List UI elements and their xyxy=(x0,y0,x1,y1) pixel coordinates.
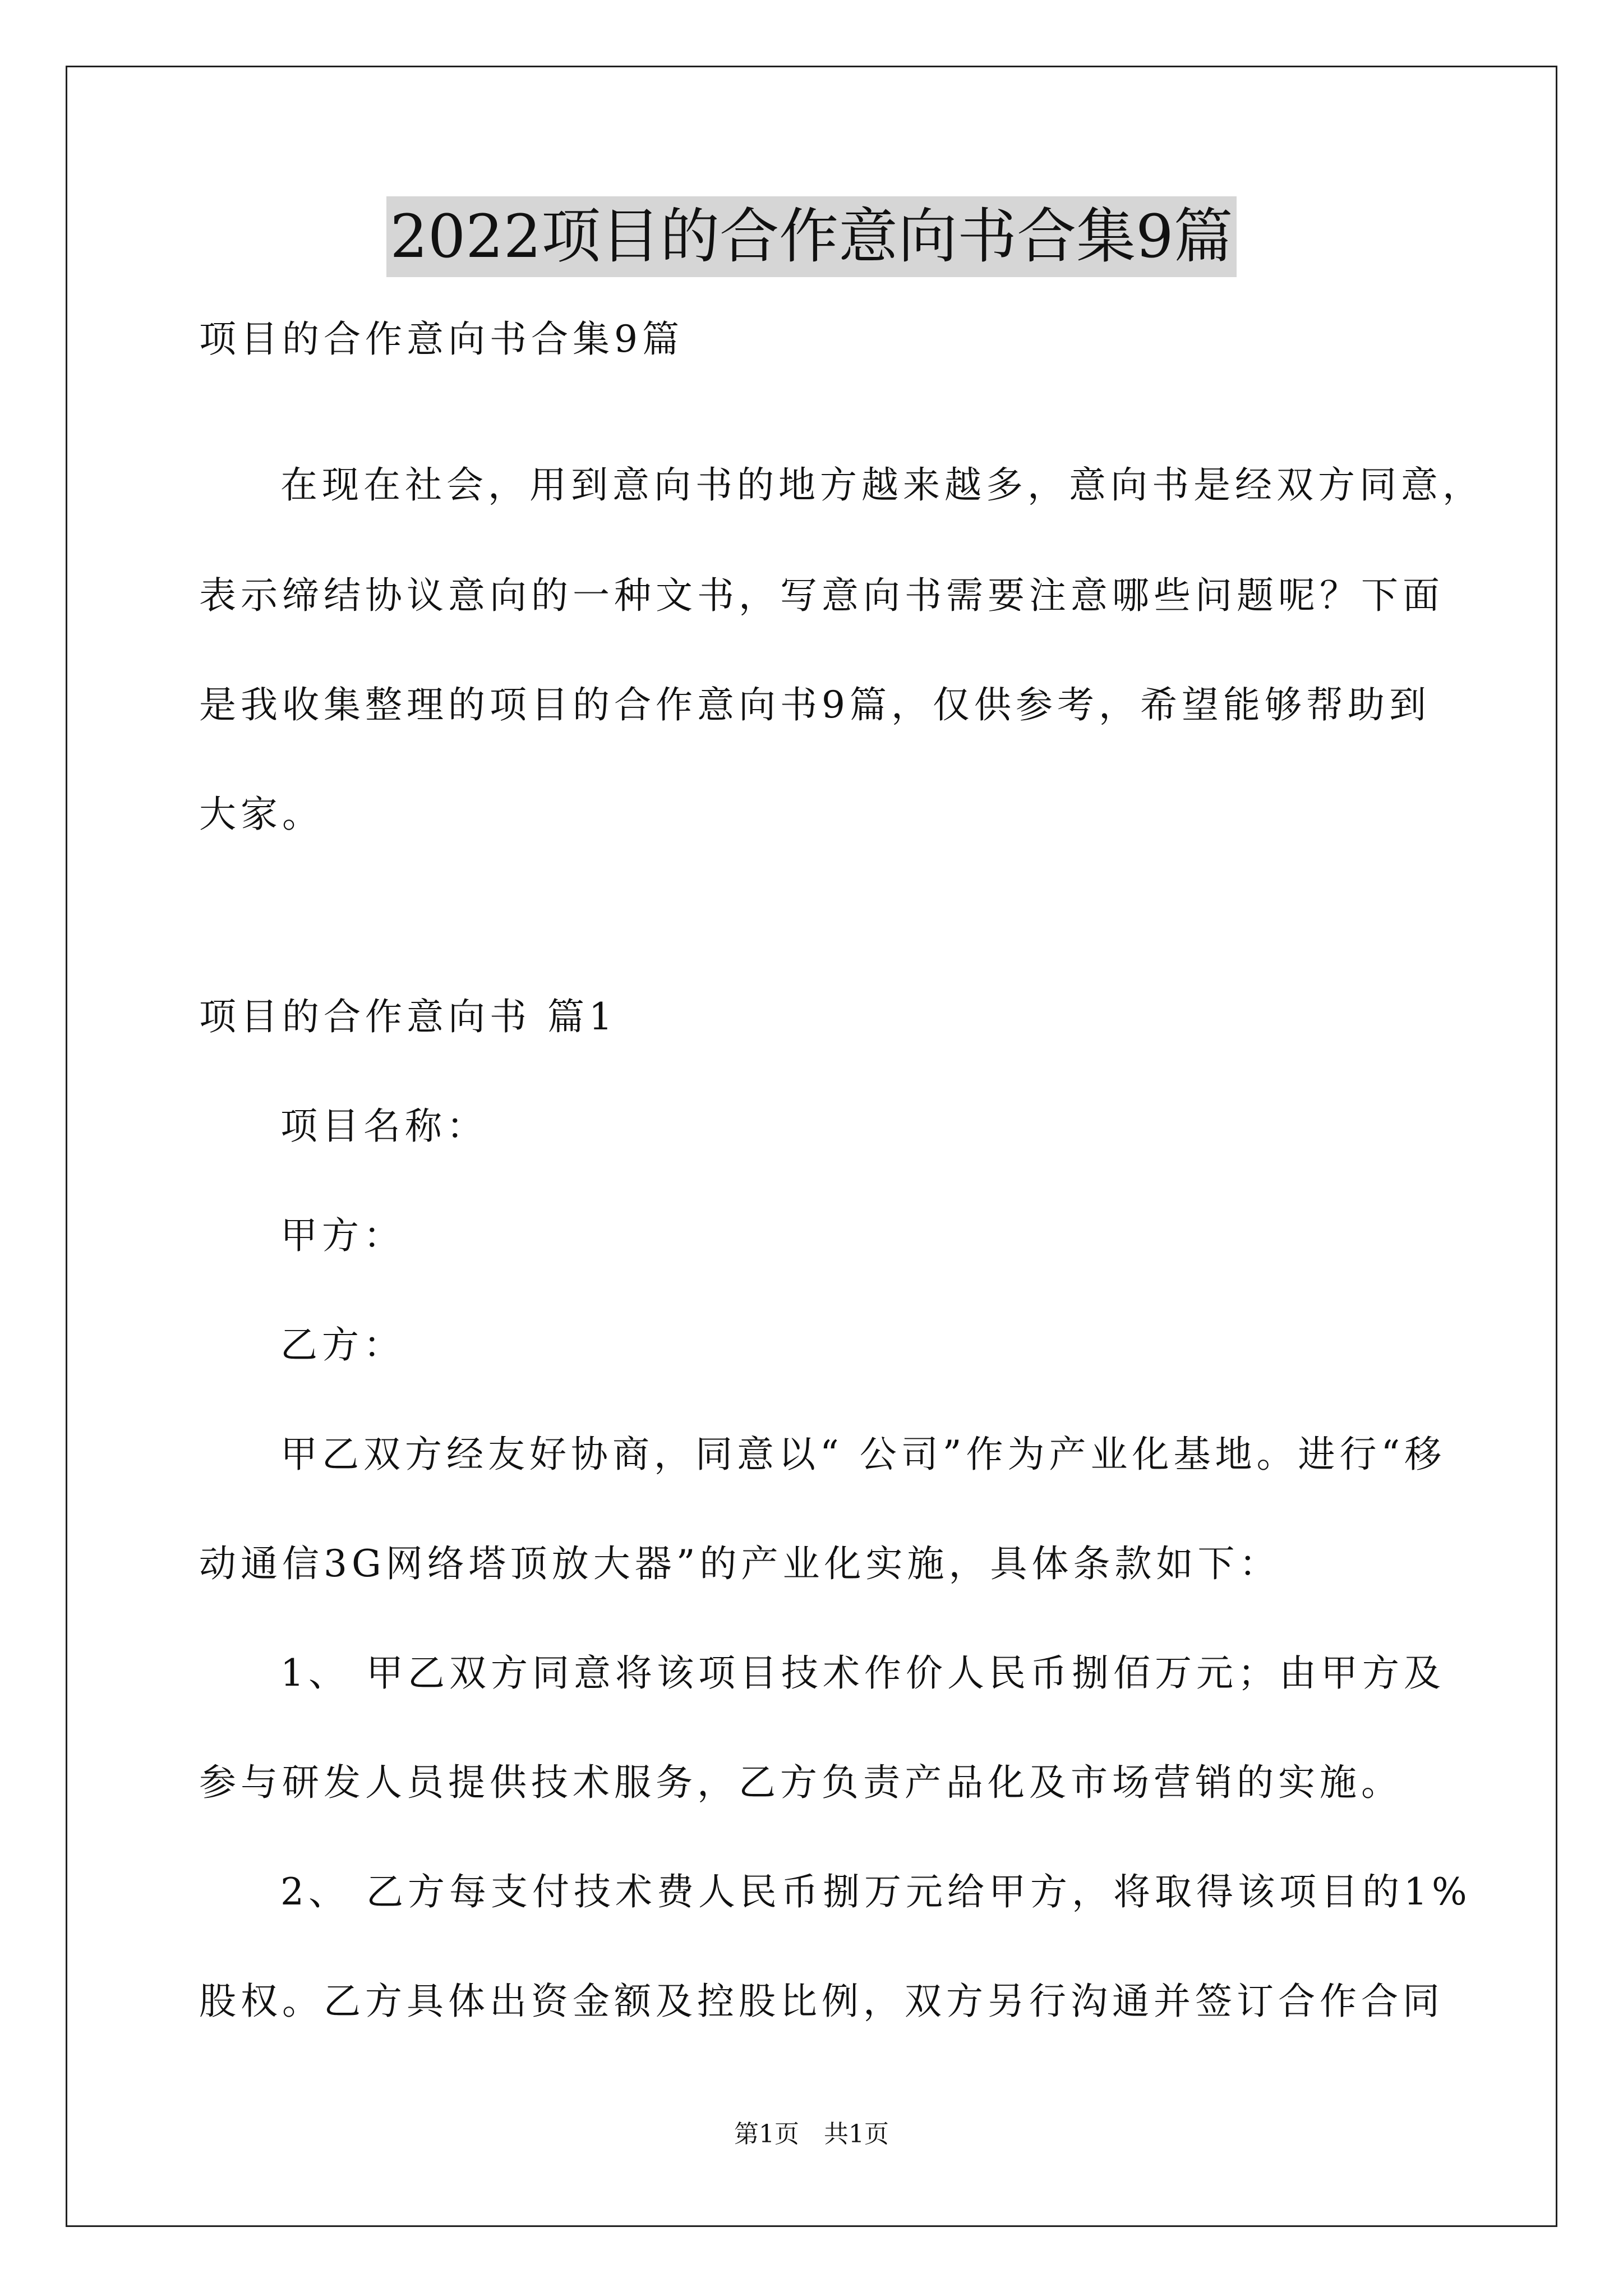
paragraph-line: 表示缔结协议意向的一种文书，写意向书需要注意哪些问题呢？下面 xyxy=(199,574,1444,617)
clause-line: 1、 甲乙双方同意将该项目技术作价人民币捌佰万元；由甲方及 xyxy=(280,1651,1445,1695)
clause-line: 2、 乙方每支付技术费人民币捌万元给甲方，将取得该项目的1% xyxy=(280,1870,1472,1913)
paragraph-line: 甲乙双方经友好协商，同意以“ 公司”作为产业化基地。进行“移 xyxy=(280,1433,1446,1476)
clause-line: 参与研发人员提供技术服务，乙方负责产品化及市场营销的实施。 xyxy=(199,1761,1403,1804)
field-label: 乙方： xyxy=(280,1323,405,1366)
paragraph-line: 是我收集整理的项目的合作意向书9篇，仅供参考，希望能够帮助到 xyxy=(199,683,1431,726)
paragraph-line: 动通信3G网络塔顶放大器”的产业化实施，具体条款如下： xyxy=(199,1542,1281,1585)
page-footer: 第1页 共1页 xyxy=(734,2120,889,2148)
doc-subtitle: 项目的合作意向书合集9篇 xyxy=(199,318,684,361)
paragraph-line: 在现在社会，用到意向书的地方越来越多，意向书是经双方同意， xyxy=(280,463,1484,507)
document-title: 2022项目的合作意向书合集9篇 xyxy=(386,196,1236,277)
paragraph-line: 大家。 xyxy=(199,793,324,836)
section-heading: 项目的合作意向书 篇1 xyxy=(199,995,617,1038)
field-label: 项目名称： xyxy=(280,1105,488,1148)
clause-line: 股权。乙方具体出资金额及控股比例，双方另行沟通并签订合作合同 xyxy=(199,1980,1444,2023)
field-label: 甲方： xyxy=(280,1214,405,1257)
title-wrap xyxy=(0,196,1623,277)
